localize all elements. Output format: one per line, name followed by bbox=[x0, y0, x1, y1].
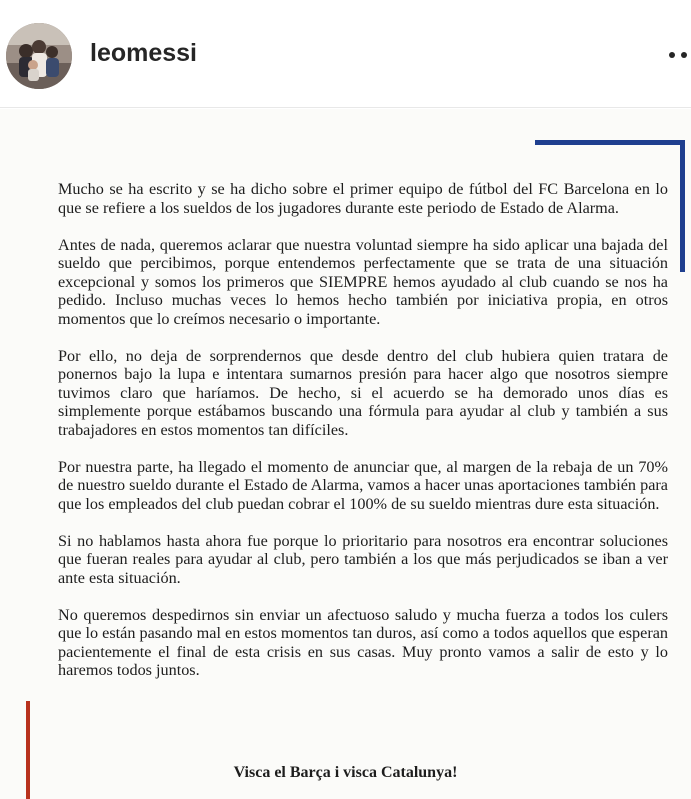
post-header bbox=[0, 0, 691, 108]
paragraph: Antes de nada, queremos aclarar que nuestra voluntad siempre ha sido aplicar una bajada del sueldo que percibimos, porque entendemos perfectamente que se trata de una situación excepcional y somos los primeros que SIEMPRE hemos ayudado al club cuando se nos ha pedido. Incluso muchas veces lo hemos hecho también por iniciativa propia, en otros momentos que lo creímos necesario o importante. bbox=[58, 235, 668, 328]
profile-avatar[interactable] bbox=[6, 23, 72, 89]
profile-photo bbox=[6, 23, 72, 89]
blue-accent-bar bbox=[680, 140, 685, 272]
statement-text bbox=[58, 180, 668, 698]
blue-accent-bar bbox=[535, 140, 685, 145]
closing-line: Visca el Barça i visca Catalunya! bbox=[233, 764, 458, 781]
paragraph: Si no hablamos hasta ahora fue porque lo prioritario para nosotros era encontrar soluciones que fueran reales para ayudar al club, pero también a los que más perjudicados se iban a ver ante esta situación. bbox=[58, 531, 668, 587]
more-options-icon[interactable] bbox=[669, 50, 691, 60]
paragraph: Mucho se ha escrito y se ha dicho sobre el primer equipo de fútbol del FC Barcelona en lo que se refiere a los sueldos de los jugadores durante este periodo de Estado de Alarma. bbox=[58, 180, 668, 217]
paragraph: Por nuestra parte, ha llegado el momento de anunciar que, al margen de la rebaja de un 70% de nuestro sueldo durante el Estado de Alarma, vamos a hacer unas aportaciones también para que los empleados del club puedan cobrar el 100% de su sueldo mientras dure esta situación. bbox=[58, 457, 668, 513]
post-image bbox=[0, 109, 691, 799]
username[interactable]: leomessi bbox=[90, 39, 198, 67]
dot-icon bbox=[669, 52, 675, 58]
red-accent-bar bbox=[26, 701, 30, 799]
paragraph: No queremos despedirnos sin enviar un afectuoso saludo y mucha fuerza a todos los culers que lo están pasando mal en estos momentos tan duros, así como a todos aquellos que esperan pacientemente el final de esta crisis en sus casas. Muy pronto vamos a salir de esto y lo haremos todos juntos. bbox=[58, 605, 668, 679]
paragraph: Por ello, no deja de sorprendernos que desde dentro del club hubiera quien tratara de ponernos bajo la lupa e intentara sumarnos presión para hacer algo que nosotros siempre tuvimos claro que haríamos. De hecho, si el acuerdo se ha demorado unos días es simplemente porque estábamos buscando una fórmula para ayudar al club y también a sus trabajadores en estos momentos tan difíciles. bbox=[58, 346, 668, 439]
dot-icon bbox=[681, 52, 687, 58]
